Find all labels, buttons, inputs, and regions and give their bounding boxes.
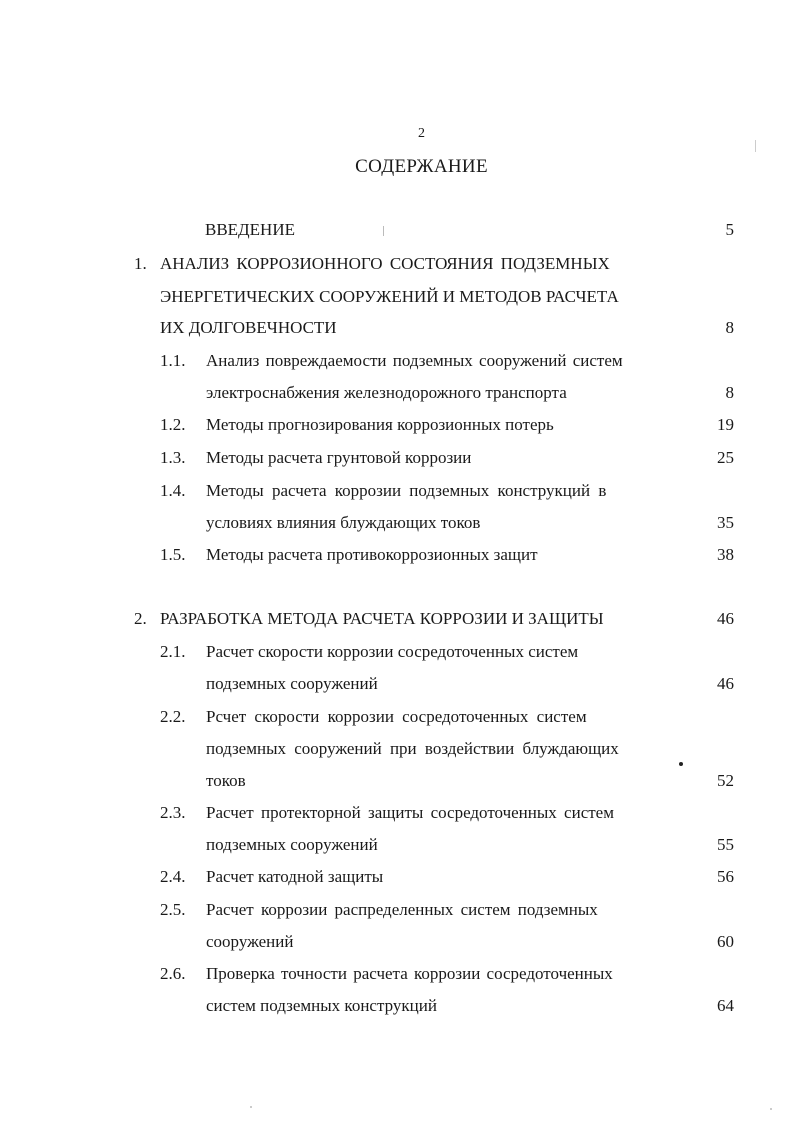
page-number: 2 bbox=[418, 126, 425, 141]
scan-speck bbox=[679, 762, 683, 766]
toc-entry-page: 52 bbox=[717, 771, 734, 790]
toc-entry-page: 8 bbox=[725, 318, 734, 337]
toc-entry-page: 19 bbox=[717, 415, 734, 434]
toc-entry-title-line1: Расчет протекторной защиты сосредоточенных систем bbox=[206, 803, 614, 822]
toc-entry-page: 64 bbox=[717, 996, 734, 1015]
scan-speck bbox=[770, 1108, 772, 1110]
toc-entry-number: 1.1. bbox=[160, 351, 186, 370]
toc-entry-title-line3: токов bbox=[206, 771, 246, 790]
toc-entry-number: 2.5. bbox=[160, 900, 186, 919]
toc-entry-page: 60 bbox=[717, 932, 734, 951]
toc-entry-number: 1.4. bbox=[160, 481, 186, 500]
toc-entry-page: 55 bbox=[717, 835, 734, 854]
toc-entry-title: Методы расчета грунтовой коррозии bbox=[206, 448, 472, 467]
toc-entry-title: ВВЕДЕНИЕ bbox=[205, 220, 295, 239]
toc-entry-page: 46 bbox=[717, 674, 734, 693]
toc-entry-title-line2: подземных сооружений bbox=[206, 835, 378, 854]
toc-entry-number: 1.5. bbox=[160, 545, 186, 564]
toc-entry-title-line1: Методы расчета коррозии подземных конструкций в bbox=[206, 481, 607, 500]
toc-entry-title-line1: Проверка точности расчета коррозии сосредоточенных bbox=[206, 964, 613, 983]
toc-entry-title-line2: ЭНЕРГЕТИЧЕСКИХ СООРУЖЕНИЙ И МЕТОДОВ РАСЧЕТА bbox=[160, 287, 619, 306]
toc-entry-number: 1. bbox=[134, 254, 147, 273]
toc-entry-title-line1: АНАЛИЗ КОРРОЗИОННОГО СОСТОЯНИЯ ПОДЗЕМНЫХ bbox=[160, 254, 610, 273]
toc-entry-title: РАЗРАБОТКА МЕТОДА РАСЧЕТА КОРРОЗИИ И ЗАЩИТЫ bbox=[160, 609, 604, 628]
toc-entry-number: 2.6. bbox=[160, 964, 186, 983]
scan-speck bbox=[755, 140, 756, 152]
toc-entry-number: 2.3. bbox=[160, 803, 186, 822]
toc-entry-number: 2.1. bbox=[160, 642, 186, 661]
toc-entry-title-line1: Анализ повреждаемости подземных сооружений систем bbox=[206, 351, 623, 370]
toc-entry-title-line2: сооружений bbox=[206, 932, 294, 951]
scan-speck bbox=[250, 1106, 252, 1108]
toc-entry-title: Расчет катодной защиты bbox=[206, 867, 384, 886]
toc-entry-title: Методы прогнозирования коррозионных потерь bbox=[206, 415, 554, 434]
toc-entry-page: 38 bbox=[717, 545, 734, 564]
toc-entry-number: 2.2. bbox=[160, 707, 186, 726]
toc-entry-page: 5 bbox=[725, 220, 734, 239]
toc-entry-page: 56 bbox=[717, 867, 734, 886]
toc-entry-page: 46 bbox=[717, 609, 734, 628]
toc-entry-title-line2: подземных сооружений при воздействии блуждающих bbox=[206, 739, 619, 758]
toc-entry-title-line2: подземных сооружений bbox=[206, 674, 378, 693]
toc-entry-number: 2.4. bbox=[160, 867, 186, 886]
toc-entry-title-line2: систем подземных конструкций bbox=[206, 996, 437, 1015]
toc-entry-title-line1: Рсчет скорости коррозии сосредоточенных систем bbox=[206, 707, 587, 726]
toc-entry-title-line2: электроснабжения железнодорожного транспорта bbox=[206, 383, 567, 402]
toc-heading: СОДЕРЖАНИЕ bbox=[355, 156, 488, 177]
toc-entry-title-line1: Расчет коррозии распределенных систем подземных bbox=[206, 900, 598, 919]
toc-entry-title: Методы расчета противокоррозионных защит bbox=[206, 545, 538, 564]
toc-entry-number: 2. bbox=[134, 609, 147, 628]
toc-entry-page: 8 bbox=[725, 383, 734, 402]
toc-entry-title-line1: Расчет скорости коррозии сосредоточенных систем bbox=[206, 642, 579, 661]
toc-entry-number: 1.3. bbox=[160, 448, 186, 467]
scan-speck bbox=[383, 226, 384, 236]
toc-entry-title-line2: условиях влияния блуждающих токов bbox=[206, 513, 481, 532]
toc-entry-title-line3: ИХ ДОЛГОВЕЧНОСТИ bbox=[160, 318, 337, 337]
toc-entry-page: 35 bbox=[717, 513, 734, 532]
toc-entry-page: 25 bbox=[717, 448, 734, 467]
toc-entry-number: 1.2. bbox=[160, 415, 186, 434]
